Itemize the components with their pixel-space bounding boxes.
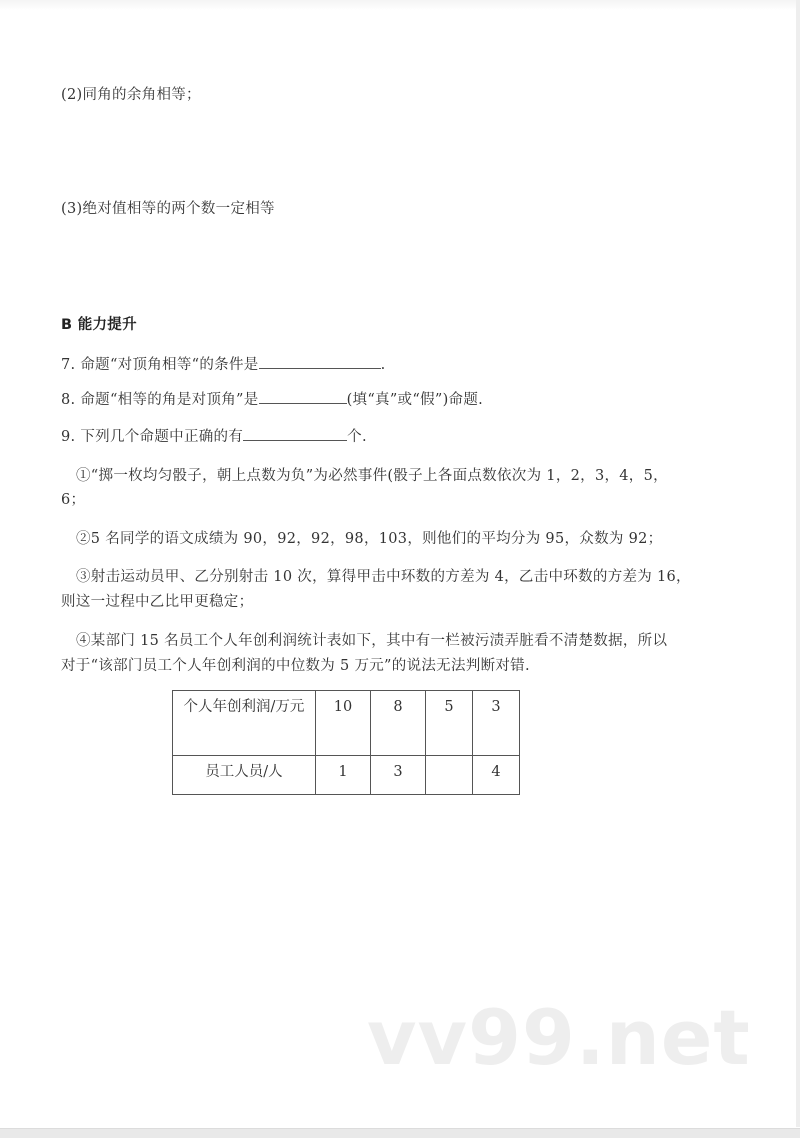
table-cell: 3	[473, 691, 520, 756]
question-8	[61, 389, 483, 410]
option-1-line-1: ①“掷一枚均匀骰子，朝上点数为负”为必然事件(骰子上各面点数依次为 1，2，3，4，5，	[76, 468, 668, 484]
table-cell: 3	[371, 756, 426, 795]
table-row-header-profit: 个人年创利润/万元	[173, 691, 316, 756]
table-cell: 1	[316, 756, 371, 795]
table-cell: 4	[473, 756, 520, 795]
table-cell-smudged	[426, 756, 473, 795]
table-cell: 8	[371, 691, 426, 756]
table-cell: 10	[316, 691, 371, 756]
page-right-edge	[796, 0, 800, 1127]
question-9-prefix: 9. 下列几个命题中正确的有	[61, 429, 244, 445]
question-7-prefix: 7. 命题“对顶角相等“的条件是	[61, 357, 259, 373]
option-3-line-2: 则这一过程中乙比甲更稳定；	[61, 594, 254, 610]
page-top-edge	[0, 0, 800, 10]
table-row	[173, 756, 520, 795]
question-8-answer-blank[interactable]	[259, 389, 347, 404]
table-cell: 5	[426, 691, 473, 756]
option-1-line-2: 6；	[61, 492, 86, 508]
table-row-header-staff: 员工人员/人	[173, 756, 316, 795]
question-7-answer-blank[interactable]	[259, 354, 381, 369]
item-2-text: (2)同角的余角相等；	[61, 87, 201, 103]
question-9-suffix: 个.	[347, 429, 367, 445]
question-7-suffix: .	[380, 357, 386, 373]
item-3-text: (3)绝对值相等的两个数一定相等	[61, 201, 275, 217]
option-4-line-2: 对于“该部门员工个人年创利润的中位数为 5 万元”的说法无法判断对错.	[61, 658, 530, 674]
question-8-prefix: 8. 命题“相等的角是对顶角”是	[61, 392, 259, 408]
question-9	[61, 426, 367, 447]
option-3-line-1: ③射击运动员甲、乙分别射击 10 次，算得甲击中环数的方差为 4，乙击中环数的方差为 16，	[76, 569, 691, 585]
question-8-suffix: (填“真”或“假”)命题.	[346, 392, 484, 408]
option-2-line-1: ②5 名同学的语文成绩为 90，92，92，98，103，则他们的平均分为 95，众数为 92；	[76, 531, 663, 547]
profit-statistics-table	[172, 690, 520, 795]
question-9-answer-blank[interactable]	[243, 426, 347, 441]
section-b-title: B 能力提升	[61, 317, 137, 333]
option-4-line-1: ④某部门 15 名员工个人年创利润统计表如下，其中有一栏被污渍弄脏看不清楚数据，所以	[76, 633, 668, 649]
watermark: vv99.net	[367, 993, 751, 1082]
question-7	[61, 354, 386, 375]
table-row	[173, 691, 520, 756]
